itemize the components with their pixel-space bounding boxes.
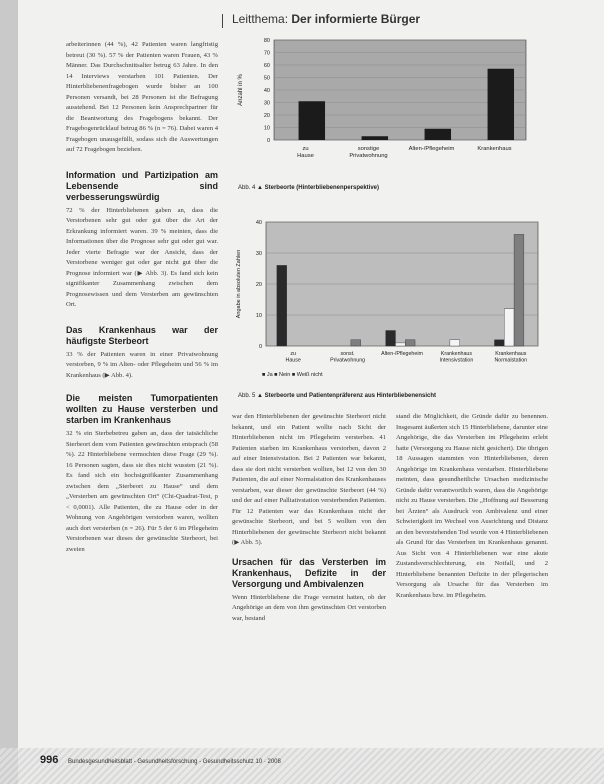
y-tick-label: 40: [255, 220, 262, 226]
figure-2-caption-title: Sterbeorte und Patientenpräferenz aus Hinterbliebenensicht: [264, 393, 436, 399]
x-tick-label: Normalstation: [494, 357, 528, 364]
col1-paragraph-krankenhaus: 33 % der Patienten waren in einer Privatwohnung verstorben, 9 % im Alten- oder Pflegeheim und 56 % im Krankenhaus (▶ Abb. 4).: [66, 350, 218, 379]
figure-2-caption: [238, 393, 436, 399]
col2-paragraph-2: Wenn Hinterbliebene die Frage verneint hatten, ob der Angehörige an dem von ihm gewünschten Ort verstorben war, bestand: [232, 593, 386, 622]
x-tick-label: Krankenhaus: [477, 146, 512, 152]
figure-1-caption: [238, 185, 379, 191]
running-header: [232, 12, 420, 26]
bar: [395, 343, 405, 346]
bar: [351, 340, 361, 346]
col1-heading-information: Information und Partizipation am Lebensende sind verbesserungswürdig: [66, 169, 218, 202]
column-1: [66, 40, 218, 555]
bar: [362, 136, 388, 140]
bar: [488, 69, 514, 140]
bar: [405, 340, 415, 346]
x-tick-label: Hause: [285, 357, 301, 364]
figure-1-caption-title: Sterbeorte (Hinterbliebenenperspektive): [264, 185, 379, 191]
x-tick-label: Krankenhaus: [440, 351, 473, 357]
x-tick-label: zu: [302, 146, 309, 152]
journal-name: Bundesgesundheitsblatt - Gesundheitsforschung - Gesundheitsschutz 10 · 2008: [68, 759, 281, 765]
bar: [386, 331, 396, 347]
col1-heading-krankenhaus: Das Krankenhaus war der häufigste Sterbeort: [66, 324, 218, 346]
x-tick-label: Alten-/Pflegeheim: [381, 351, 423, 357]
y-tick-label: 50: [263, 75, 270, 82]
y-tick-label: 20: [255, 282, 262, 288]
y-tick-label: 40: [263, 88, 270, 94]
x-tick-label: Intensivstation: [439, 357, 474, 364]
y-tick-label: 10: [263, 125, 270, 132]
bar: [450, 340, 460, 346]
y-tick-label: 70: [263, 50, 270, 57]
x-tick-label: Privatwohnung: [330, 357, 366, 364]
x-tick-label: Hause: [297, 153, 314, 159]
bar: [494, 340, 504, 346]
col1-paragraph-tumorpatienten: 32 % ein Sterbebetreu gaben an, dass der tatsächliche Sterbeort dem vom Patienten gewünschten entsprach (58 %). 22 Hinterbliebene vermochten diese Frage (29 %). 16 Personen sagten, dass sie dies nicht wussten (21 %). Es fand sich ein hochsignifikanter Zusammenhang zwischen dem „Sterbeort zu Hause“ und dem „Versterben am gewünschten Ort“ (Chi-Quadrat-Test, p < 0,0001). Alle Patienten, die zu Hause oder in der Wohnung von Angehörigen verstorben waren, wollten auch dort versterben (n = 26). Für 5 der 6 im Pflegeheim Verstorbenen war dieses der gewünschte Sterbeort, bei zweien: [66, 430, 218, 553]
y-tick-label: 80: [263, 38, 270, 44]
page-edge: [0, 0, 18, 784]
bar: [425, 129, 451, 140]
col2-heading-ursachen: Ursachen für das Versterben im Krankenhaus, Defizite in der Versorgung und Ambivalenzen: [232, 556, 386, 589]
bar: [504, 309, 514, 346]
x-tick-label: sonstige: [357, 146, 380, 152]
x-tick-label: sonst.: [340, 351, 355, 357]
col1-heading-tumorpatienten: Die meisten Tumorpatienten wollten zu Hause versterben und starben im Krankenhaus: [66, 393, 218, 425]
figure-2-caption-prefix: Abb. 5 ▲: [238, 393, 263, 399]
y-tick-label: 0: [258, 344, 262, 350]
bar: [514, 234, 524, 346]
col2-paragraph-1: war den Hinterbliebenen der gewünschte Sterbeort nicht bekannt, und ein Patient wollte nach Sicht der Hinterbliebenen nicht im Pflegeheim versterben. 41 Patienten starben im Krankenhaus verstorben, davon 2 auf einer Intensivstation. Bei 2 Patienten war bekannt, dass sie dort nicht versterben wollten, bei 12 von den 30 Patienten, die auf einer Normalstation des Krankenhauses verstarben, war dieser der gewünschte Sterbeort (44 %) und der auf einer Palliativstation versterbenden Patienten. Für 12 Patienten war das Krankenhaus nicht der gewünschte Sterbeort, und bei 5 wollten von den Hinterbliebenen der gewünschte Sterbeort nicht bekannt (▶ Abb. 5).: [232, 413, 386, 546]
legend: ■ Ja ■ Nein ■ Weiß nicht: [262, 372, 323, 378]
header-title: Der informierte Bürger: [291, 12, 421, 26]
bar: [299, 101, 325, 140]
header-prefix: Leitthema:: [232, 12, 289, 26]
y-tick-label: 20: [263, 113, 270, 119]
y-axis-label: Anzahl in %: [238, 74, 244, 106]
x-tick-label: Alten-/Pflegeheim: [408, 146, 455, 152]
figure-sterbeorte-chart: [232, 36, 532, 176]
figure-1-caption-prefix: Abb. 4 ▲: [238, 185, 263, 191]
x-tick-label: Privatwohnung: [349, 153, 388, 159]
y-axis-label: Angabe in absoluten Zahlen: [236, 249, 242, 319]
page-footer: [40, 754, 281, 766]
y-tick-label: 60: [263, 63, 270, 69]
figure-praeferenz-chart: [232, 218, 544, 383]
page-number: 996: [40, 754, 59, 766]
column-3: [396, 412, 548, 601]
header-rule: [222, 14, 223, 28]
x-tick-label: Krankenhaus: [495, 351, 527, 357]
y-tick-label: 10: [255, 313, 262, 319]
y-tick-label: 30: [263, 100, 270, 107]
x-tick-label: zu: [290, 351, 297, 357]
column-2: [232, 412, 386, 624]
y-tick-label: 0: [266, 138, 270, 144]
col1-paragraph-information: 72 % der Hinterbliebenen gaben an, dass die Verstorbenen sehr gut oder gut über die Art der Erkrankung informiert waren. 39 % meinten, dass die Informationen über die Prognose sehr gut oder gut war. Jeder vierte Befragte war der Ansicht, dass der Verstorbene weniger gut oder gar nicht gut über die Prognose informiert war (▶ Abb. 3). Es fand sich kein signifikanter Zusammenhang zwischen dem Prognosewissen und dem Versterben am gewünschten Ort.: [66, 206, 218, 308]
y-tick-label: 30: [255, 251, 262, 257]
bar: [277, 265, 287, 346]
col1-top-paragraph: arbeiterinnen (44 %), 42 Patienten waren langfristig betreut (30 %). 57 % der Patienten waren Frauen, 43 % Männer. Das Durchschnittsalter betrug 63 Jahre. In den 14 Interviews verstarben 101 Patienten. Der Hinterbliebenenfragebogen wurde bisher an 100 Personen versandt, bei 28 Personen ist die Befragung ausstehend. Bei 12 Personen kein Ansprechpartner für die Beantwortung des Fragebogens bekannt. Der Fragebogenrücklauf betrug 86 % (n = 76). Dabei waren 4 Fragebogen unausgefüllt, sodass sich die Auswertungen auf 72 Fragebogen beziehen.: [66, 41, 218, 153]
col3-paragraph-1: stand die Möglichkeit, die Gründe dafür zu benennen. Insgesamt äußerten sich 15 Hinterbliebene, darunter eine Angehörige, die das Versterben im Pflegeheim erlebt hatte (Versorgung zu Hause nicht gesichert). Die übrigen 18 Aussagen stammten von Hinterbliebenen, deren Angehörige im Krankenhaus verstarben. Hinterbliebene meinten, dass gesundheitliche Ursachen medizinische Gründe dafür verantwortlich waren, dass die Angehörige nicht zu Hause versterben. Die „Hoffnung auf Besserung bei Ärzten“ als Ausdruck von Ambivalenz und einer Schwierigkeit im Wechsel von Ausrichtung und Distanz an den bevorstehenden Tod wurde von 4 Hinterbliebenen als Grund für das Versterben im Krankenhaus genannt. Aus Sicht von 4 Hinterbliebenen war eine akute Zustandsverschlechterung, ein Notfall, und 2 Hinterbliebene benannten Defizite in der pflegerischen Versorgung als Ursache für das Versterben im Krankenhaus bzw. im Pflegeheim.: [396, 413, 548, 599]
